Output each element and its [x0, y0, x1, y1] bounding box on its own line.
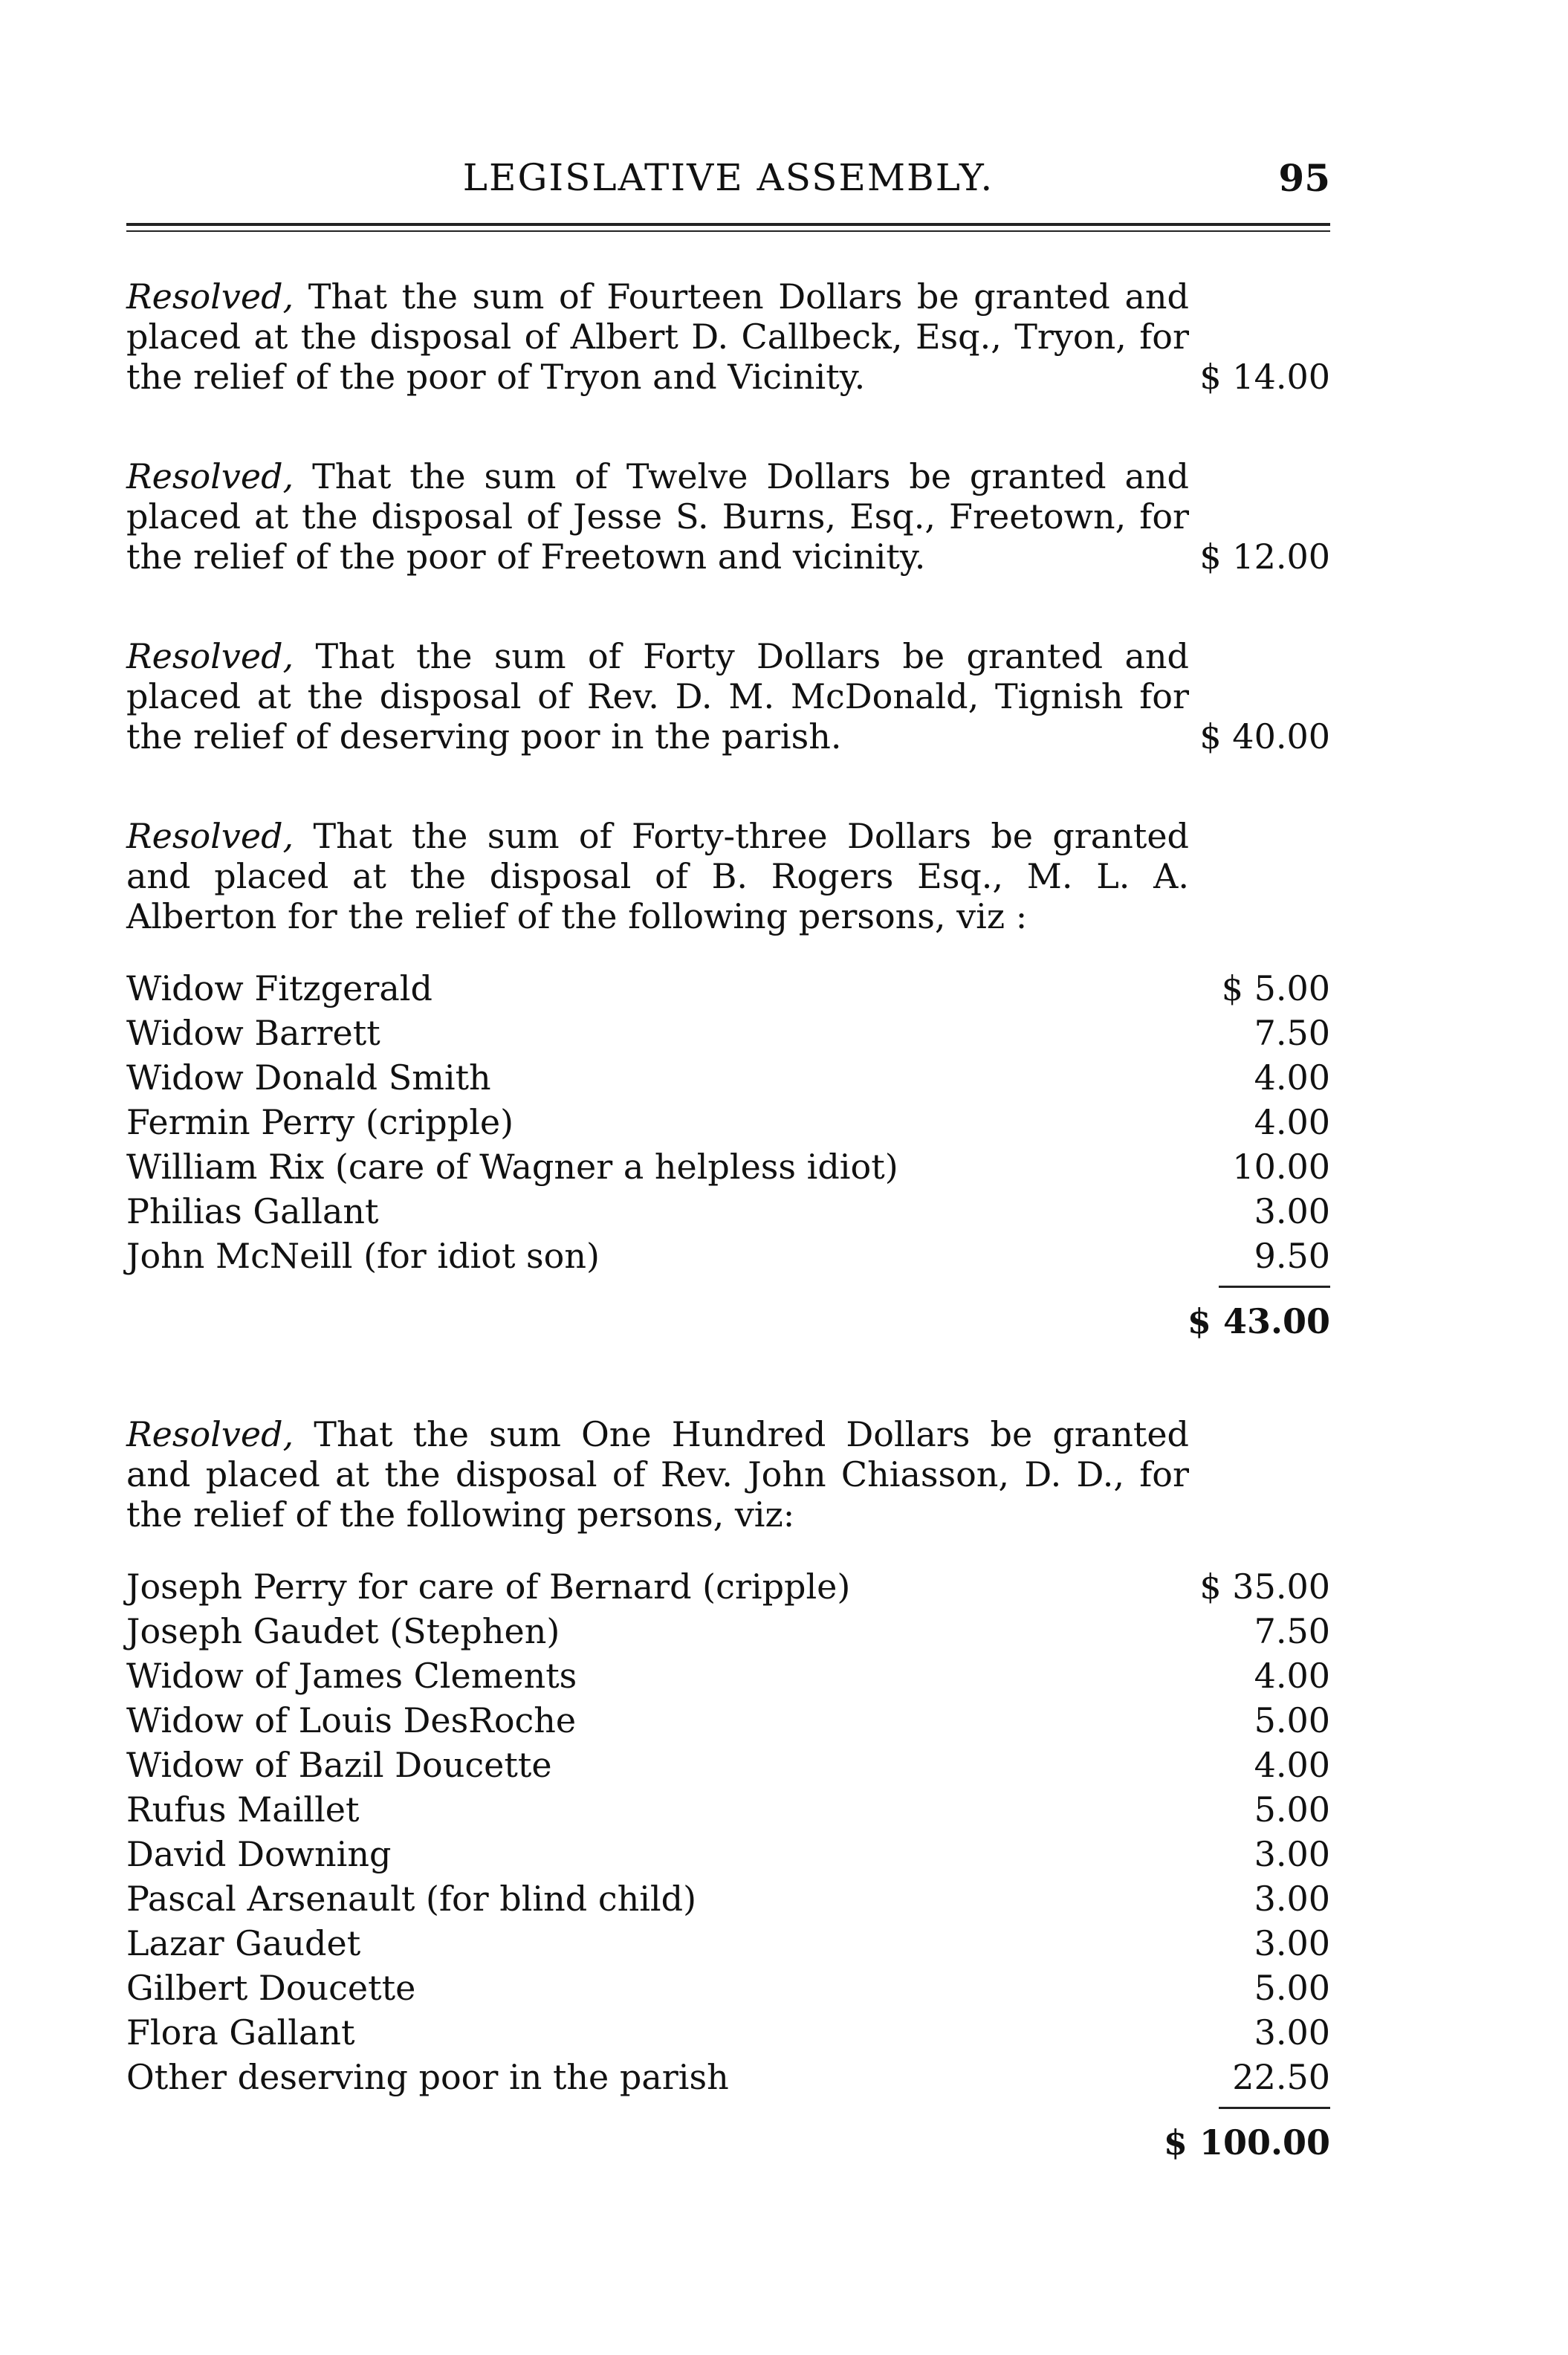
header-rule [126, 223, 1330, 232]
resolution-body: That the sum of Twelve Dollars be granted and placed at the disposal of Jesse S. Burns, Esq., Freetown, for the relief of the poor of Freetown and vicinity. [126, 456, 1189, 577]
resolution-body: That the sum One Hundred Dollars be granted and placed at the disposal of Rev. John Chiasson, D. D., for the relief of the following persons, viz: [126, 1414, 1189, 1535]
list-item [126, 1832, 1330, 1876]
recipient-name: Joseph Gaudet (Stephen) [126, 1611, 560, 1651]
resolution-body: That the sum of Forty Dollars be granted and placed at the disposal of Rev. D. M. McDonald, Tignish for the relief of deserving poor in the parish. [126, 636, 1189, 757]
grant-group-tignish [126, 1414, 1330, 2168]
resolution-amount: $ 12.00 [1199, 537, 1330, 577]
resolution-amount: $ 40.00 [1199, 716, 1330, 757]
recipient-amount: 4.00 [1254, 1057, 1330, 1098]
recipient-amount: 5.00 [1254, 1789, 1330, 1830]
list-item [126, 966, 1330, 1011]
list-item [126, 1564, 1330, 1609]
recipient-amount: 3.00 [1254, 2012, 1330, 2053]
recipient-name: Widow of James Clements [126, 1656, 577, 1696]
list-item [126, 1743, 1330, 1787]
recipient-name: Gilbert Doucette [126, 1968, 416, 2008]
recipient-amount: 4.00 [1254, 1102, 1330, 1142]
list-item [126, 1609, 1330, 1653]
recipient-name: Flora Gallant [126, 2012, 355, 2053]
recipient-name: Rufus Maillet [126, 1789, 360, 1830]
document-page [126, 134, 1330, 2215]
resolution-amount: $ 14.00 [1199, 357, 1330, 397]
recipient-name: William Rix (care of Wagner a helpless idiot) [126, 1147, 898, 1187]
recipient-amount: 3.00 [1254, 1879, 1330, 1919]
recipient-name: Philias Gallant [126, 1191, 379, 1231]
resolution-body: That the sum of Fourteen Dollars be granted and placed at the disposal of Albert D. Callbeck, Esq., Tryon, for the relief of the poor of Tryon and Vicinity. [126, 276, 1189, 397]
recipient-amount: 9.50 [1254, 1236, 1330, 1276]
list-item [126, 1698, 1330, 1743]
list-item [126, 1144, 1330, 1189]
recipient-name: Lazar Gaudet [126, 1923, 361, 1963]
resolution-lead: Resolved, [126, 1414, 294, 1454]
recipient-amount: 3.00 [1254, 1834, 1330, 1874]
recipient-amount: 3.00 [1254, 1923, 1330, 1963]
recipient-name: Widow of Louis DesRoche [126, 1700, 577, 1740]
page-title: LEGISLATIVE ASSEMBLY. [462, 156, 994, 199]
grant-group-alberton [126, 816, 1330, 1347]
resolution-lead: Resolved, [126, 636, 294, 676]
list-item [126, 1787, 1330, 1832]
list-item [126, 2055, 1330, 2099]
list-item [126, 1189, 1330, 1234]
recipient-list [126, 1564, 1330, 2099]
recipient-amount: 7.50 [1254, 1611, 1330, 1651]
recipient-name: Other deserving poor in the parish [126, 2057, 729, 2097]
resolution-text [126, 1414, 1189, 1535]
list-item [126, 1966, 1330, 2010]
resolution-text [126, 276, 1189, 397]
page-header [126, 134, 1330, 216]
resolution-paragraph [126, 456, 1330, 577]
recipient-amount: 3.00 [1254, 1191, 1330, 1231]
recipient-amount: 5.00 [1254, 1968, 1330, 2008]
recipient-name: Widow Barrett [126, 1013, 380, 1053]
resolution-lead: Resolved, [126, 456, 294, 496]
recipient-name: Widow of Bazil Doucette [126, 1745, 552, 1785]
recipient-amount: 4.00 [1254, 1656, 1330, 1696]
resolution-lead: Resolved, [126, 276, 294, 317]
recipient-amount: 7.50 [1254, 1013, 1330, 1053]
list-item [126, 1100, 1330, 1144]
list-item [126, 1653, 1330, 1698]
recipient-name: Widow Fitzgerald [126, 968, 433, 1008]
resolution-paragraph [126, 276, 1330, 397]
recipient-amount: 10.00 [1232, 1147, 1330, 1187]
recipient-name: Pascal Arsenault (for blind child) [126, 1879, 697, 1919]
resolution-lead: Resolved, [126, 816, 294, 856]
list-item [126, 2010, 1330, 2055]
list-item [126, 1055, 1330, 1100]
recipient-amount: $ 35.00 [1199, 1567, 1330, 1607]
list-item [126, 1234, 1330, 1278]
recipient-name: Fermin Perry (cripple) [126, 1102, 514, 1142]
resolution-text [126, 456, 1189, 577]
page-number: 95 [1278, 156, 1330, 200]
list-item [126, 1921, 1330, 1966]
resolution-text [126, 636, 1189, 757]
resolution-text [126, 816, 1189, 936]
recipient-name: John McNeill (for idiot son) [126, 1236, 600, 1276]
recipient-amount: 22.50 [1232, 2057, 1330, 2097]
recipient-amount: 5.00 [1254, 1700, 1330, 1740]
resolution-paragraph [126, 636, 1330, 757]
sum-rule [1219, 1286, 1330, 1288]
recipient-name: Joseph Perry for care of Bernard (cripple) [126, 1567, 851, 1607]
recipient-amount: 4.00 [1254, 1745, 1330, 1785]
recipient-list [126, 966, 1330, 1278]
group-total: $ 43.00 [1187, 1301, 1330, 1341]
resolution-body: That the sum of Forty-three Dollars be granted and placed at the disposal of B. Rogers Esq., M. L. A. Alberton for the relief of the following persons, viz : [126, 816, 1189, 936]
list-item [126, 1011, 1330, 1055]
recipient-amount: $ 5.00 [1221, 968, 1330, 1008]
recipient-name: Widow Donald Smith [126, 1057, 491, 1098]
group-total: $ 100.00 [1163, 2122, 1330, 2163]
list-item [126, 1876, 1330, 1921]
sum-rule [1219, 2107, 1330, 2109]
recipient-name: David Downing [126, 1834, 392, 1874]
